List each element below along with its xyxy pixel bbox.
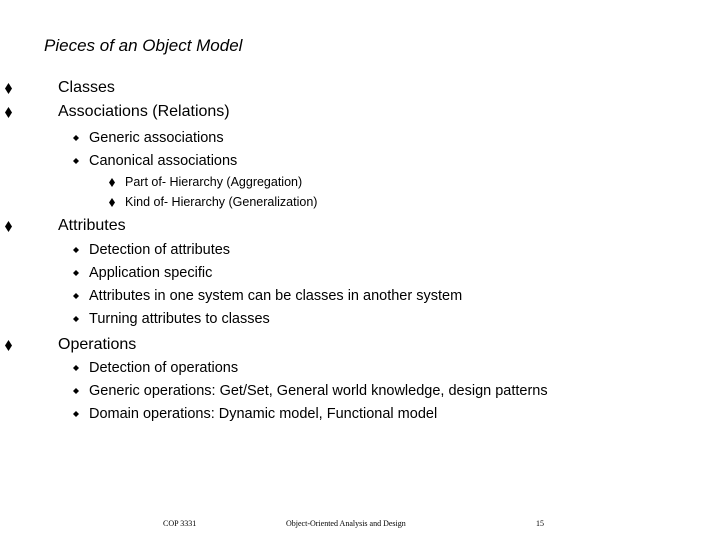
sub-bullet-text: Application specific [89,265,213,281]
diamond-bullet-icon [109,178,115,187]
sub-bullet-text: Domain operations: Dynamic model, Functional model [89,406,438,422]
diamond-bullet-icon [5,107,12,118]
sub-bullet-text: Detection of attributes [89,242,231,258]
bullet-text: Operations [58,336,137,353]
diamond-bullet-icon [5,340,12,351]
square-bullet-icon [73,316,79,322]
footer-subject: Object-Oriented Analysis and Design [286,519,406,528]
square-bullet-icon [73,365,79,371]
bullet-text: Attributes [58,217,126,234]
square-bullet-icon [73,158,79,164]
square-bullet-icon [73,293,79,299]
square-bullet-icon [73,247,79,253]
sub-bullet-text: Detection of operations [89,360,239,376]
square-bullet-icon [73,135,79,141]
sub-bullet-text: Canonical associations [89,153,238,169]
diamond-bullet-icon [5,221,12,232]
sub-bullet-text: Attributes in one system can be classes in another system [89,288,463,304]
sub-bullet-text: Turning attributes to classes [89,311,270,327]
square-bullet-icon [73,411,79,417]
square-bullet-icon [73,388,79,394]
footer-page-number: 15 [536,519,544,528]
bullet-text: Classes [58,79,115,96]
slide-title: Pieces of an Object Model [44,36,243,55]
footer-course: COP 3331 [163,519,197,528]
sub-sub-bullet-text: Kind of- Hierarchy (Generalization) [125,195,318,209]
diamond-bullet-icon [109,198,115,207]
sub-bullet-text: Generic associations [89,130,224,146]
sub-sub-bullet-text: Part of- Hierarchy (Aggregation) [125,175,303,189]
diamond-bullet-icon [5,83,12,94]
square-bullet-icon [73,270,79,276]
bullet-text: Associations (Relations) [58,103,230,120]
sub-bullet-text: Generic operations: Get/Set, General world knowledge, design patterns [89,383,548,399]
